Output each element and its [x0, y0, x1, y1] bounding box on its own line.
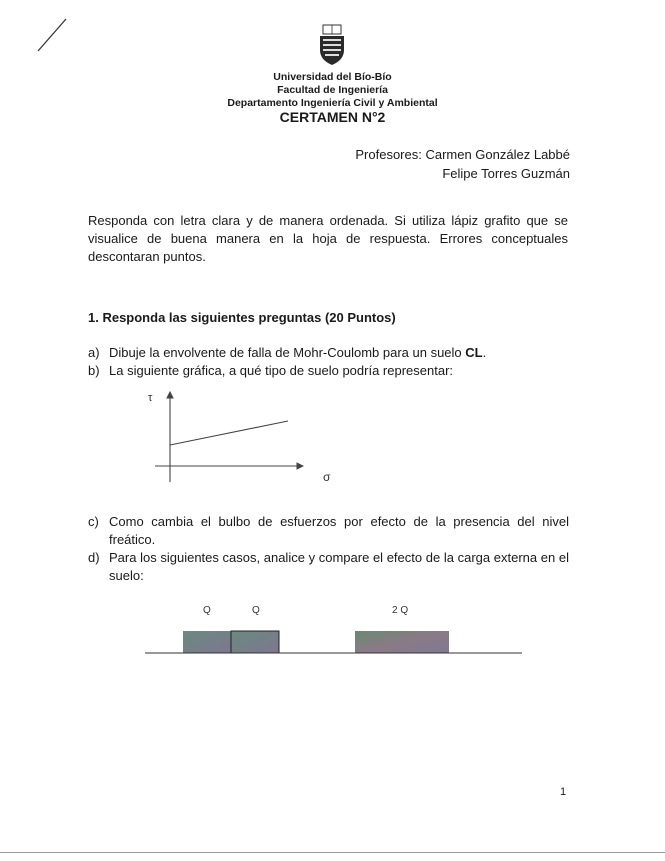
item-text: Para los siguientes casos, analice y compare el efecto de la carga externa en el suelo: [109, 550, 569, 583]
load-label-q2: Q [252, 605, 260, 616]
loads-diagram [140, 598, 530, 660]
sigma-axis-label: σ [323, 470, 331, 484]
pen-mark [30, 15, 70, 55]
professors-line-2: Felipe Torres Guzmán [442, 166, 570, 181]
footing-left-1 [183, 631, 231, 653]
university-logo-icon [314, 24, 350, 66]
question-1-heading: 1. Responda las siguientes preguntas (20 Puntos) [88, 310, 396, 325]
item-label: d) [88, 550, 100, 565]
page-number: 1 [560, 786, 567, 798]
question-item-a [88, 344, 568, 362]
department-name: Departamento Ingeniería Civil y Ambiental [227, 97, 438, 109]
item-label: b) [88, 363, 100, 378]
footing-right [355, 631, 449, 653]
question-item-d [88, 549, 568, 585]
load-label-q1: Q [203, 605, 211, 616]
professors-line-1: Profesores: Carmen González Labbé [355, 147, 570, 162]
load-label-2q: 2 Q [392, 605, 409, 616]
mohr-coulomb-graph [140, 385, 340, 490]
scan-edge [0, 852, 665, 853]
footing-left-2 [231, 631, 279, 653]
item-text: Dibuje la envolvente de falla de Mohr-Coulomb para un suelo CL. [109, 345, 487, 360]
faculty-name: Facultad de Ingeniería [277, 84, 388, 96]
instructions-paragraph: Responda con letra clara y de manera ordenada. Si utiliza lápiz grafito que se visualice de buena manera en la hoja de respuesta. Errores conceptuales descontaran puntos. [88, 213, 568, 264]
item-label: c) [88, 514, 99, 529]
item-label: a) [88, 345, 100, 360]
item-text: La siguiente gráfica, a qué tipo de suelo podría representar: [109, 363, 454, 378]
item-text: Como cambia el bulbo de esfuerzos por efecto de la presencia del nivel freático. [109, 514, 569, 547]
university-name: Universidad del Bío-Bío [273, 71, 392, 83]
question-item-c [88, 513, 568, 549]
exam-title: CERTAMEN N°2 [279, 109, 386, 125]
soil-code: CL [465, 345, 483, 360]
question-item-b [88, 362, 568, 380]
failure-envelope-line [170, 421, 288, 445]
tau-axis-label: τ [148, 392, 153, 404]
